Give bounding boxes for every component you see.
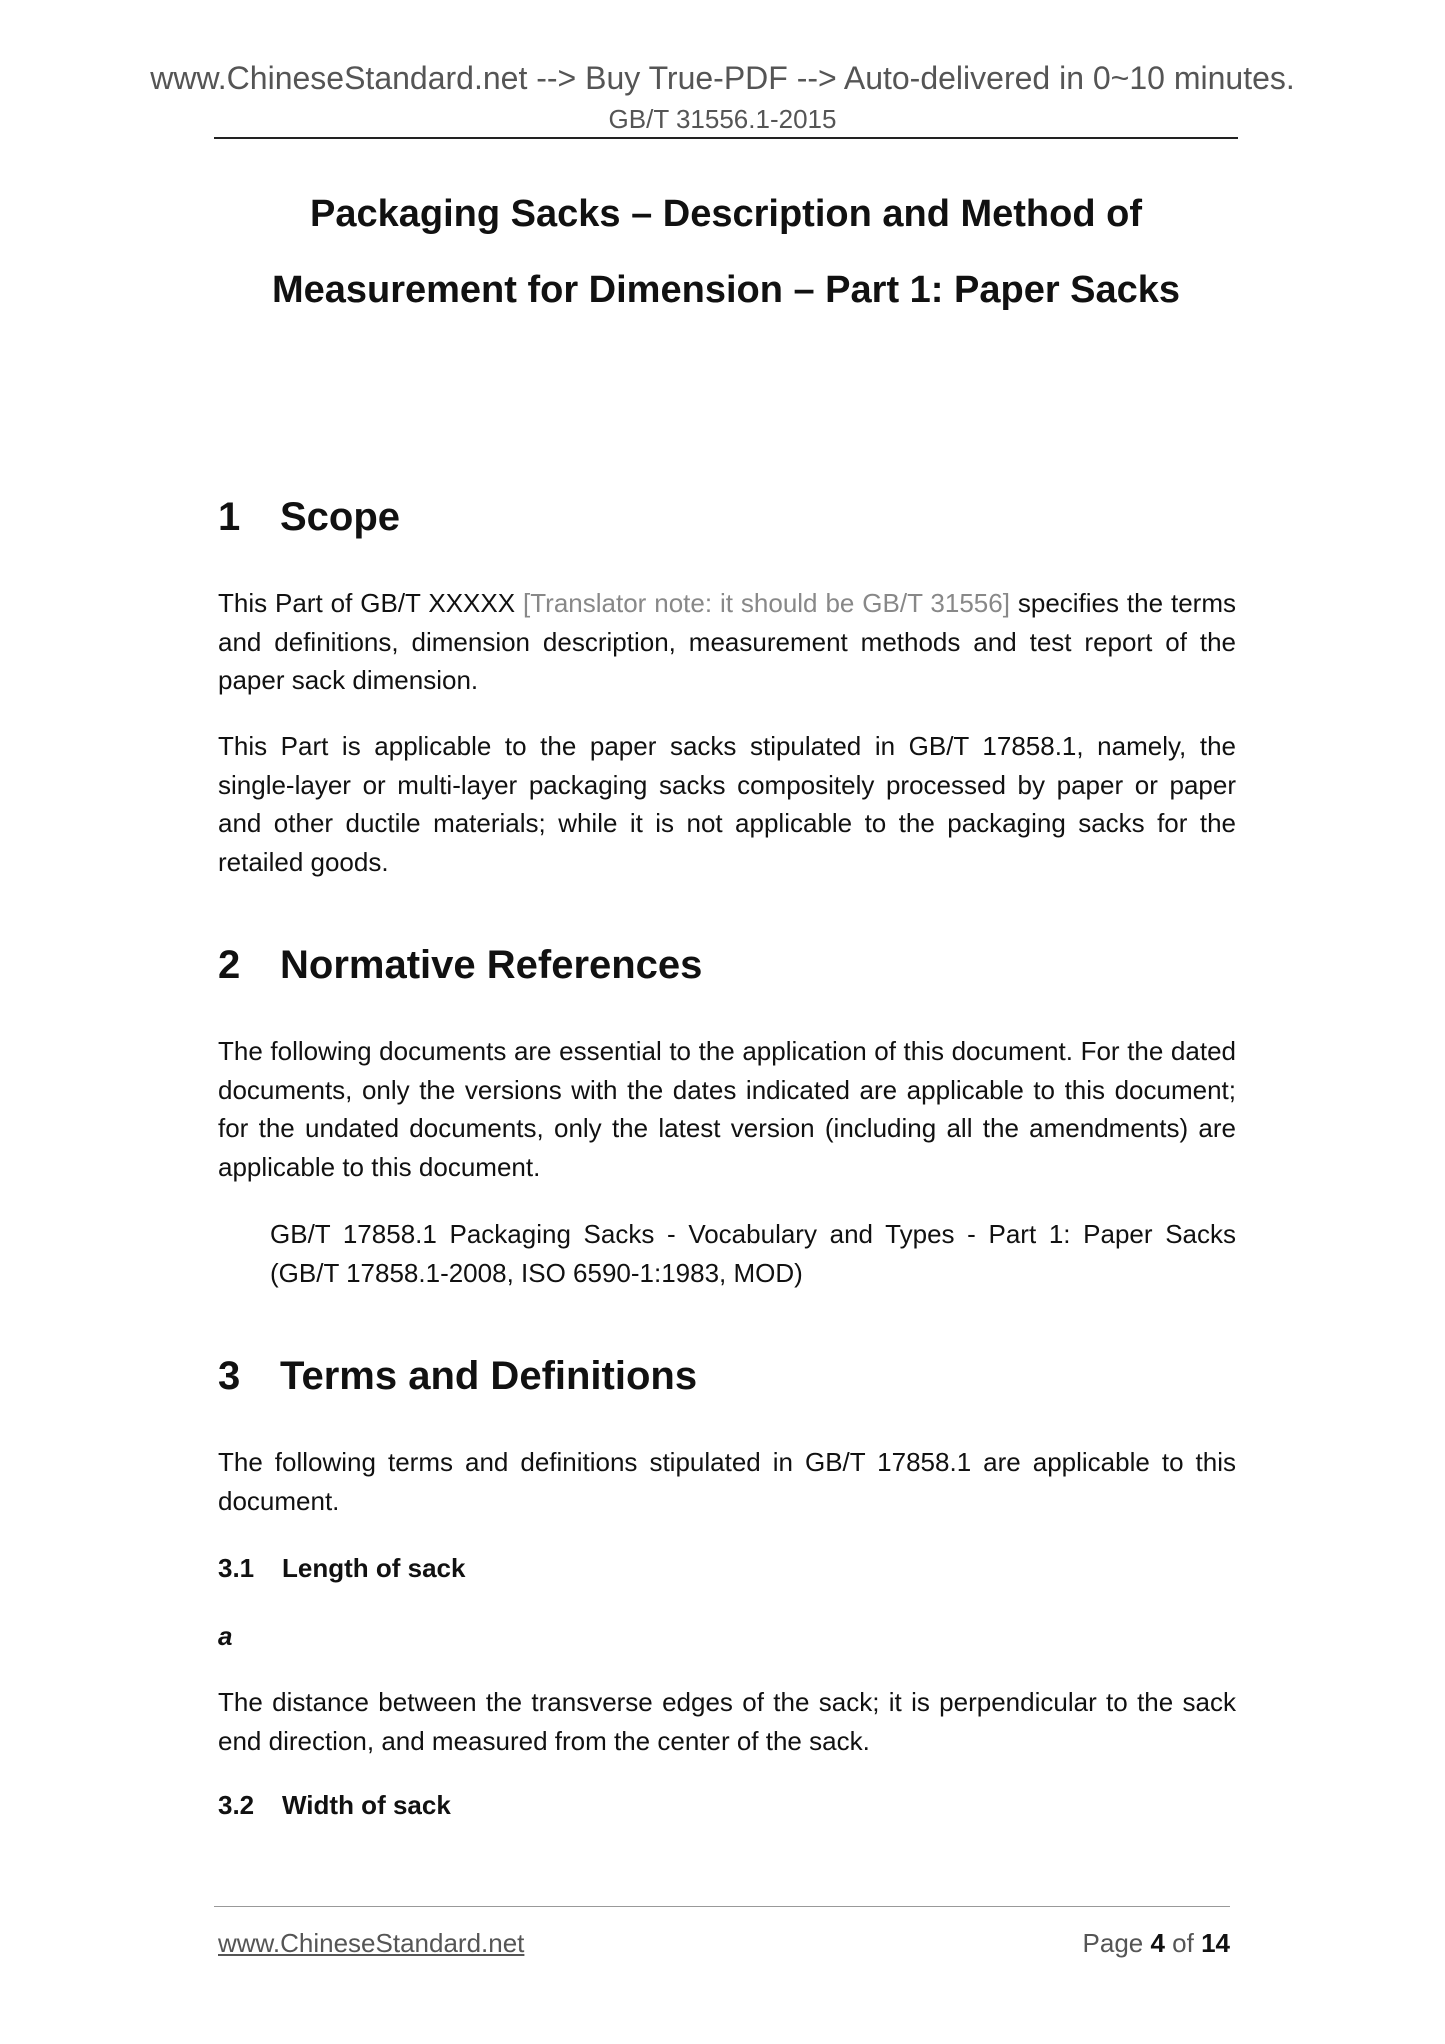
references-paragraph: The following documents are essential to the application of this document. For the dated documents, only the versions with the dates indicated are applicable to this document; for the undated documents, only the latest version (including all the amendments) are applicable to this document.: [218, 1036, 1236, 1182]
section-title: Scope: [280, 495, 401, 539]
section-number: 1: [218, 495, 241, 539]
page-of: of: [1164, 1928, 1202, 1958]
term-label: Length of sack: [282, 1553, 466, 1583]
term-label: Width of sack: [282, 1790, 451, 1820]
footer-divider: [214, 1906, 1230, 1907]
scope-paragraph-2: This Part is applicable to the paper sacks stipulated in GB/T 17858.1, namely, the single-layer or multi-layer packaging sacks compositely processed by paper or paper and other ductile materials; while it is not applicable to the packaging sacks for the retailed goods.: [218, 731, 1236, 877]
section-number: 2: [218, 943, 241, 987]
term-number: 3.1: [218, 1553, 255, 1583]
header-banner[interactable]: www.ChineseStandard.net --> Buy True-PDF --> Auto-delivered in 0~10 minutes.: [150, 60, 1295, 96]
total-pages: 14: [1201, 1928, 1230, 1958]
reference-item: GB/T 17858.1 Packaging Sacks - Vocabulary and Types - Part 1: Paper Sacks (GB/T 17858.1-2008, ISO 6590-1:1983, MOD): [270, 1219, 1236, 1288]
document-title-line-2: Measurement for Dimension – Part 1: Paper Sacks: [271, 269, 1181, 311]
term-3-1-definition: The distance between the transverse edges of the sack; it is perpendicular to the sack end direction, and measured from the center of the sack.: [218, 1687, 1236, 1756]
section-title: Terms and Definitions: [280, 1354, 698, 1398]
section-1-heading: [218, 492, 400, 542]
current-page: 4: [1150, 1928, 1165, 1958]
section-number: 3: [218, 1354, 241, 1398]
standard-code: GB/T 31556.1-2015: [608, 104, 837, 134]
footer-site-link[interactable]: www.ChineseStandard.net: [218, 1928, 525, 1958]
section-2-heading: [218, 940, 702, 990]
scope-text-continued: specifies the terms and definitions, dimension description, measurement methods and test report of the paper sack dimension.: [218, 588, 1237, 695]
section-3-heading: [218, 1351, 697, 1401]
section-title: Normative References: [280, 943, 703, 987]
page-indicator: [1070, 1926, 1230, 1960]
term-symbol: a: [218, 1621, 233, 1651]
scope-text: This Part of GB/T XXXXX: [218, 588, 524, 618]
document-title-line-1: Packaging Sacks – Description and Method of: [310, 193, 1142, 235]
page-prefix: Page: [1082, 1928, 1151, 1958]
term-3-2-heading: [218, 1788, 451, 1822]
scope-paragraph-1: [218, 584, 1236, 700]
term-number: 3.2: [218, 1790, 255, 1820]
term-3-1-heading: [218, 1551, 465, 1585]
header-divider: [214, 137, 1238, 139]
translator-note: [Translator note: it should be GB/T 31556]: [523, 588, 1010, 618]
terms-paragraph: The following terms and definitions stipulated in GB/T 17858.1 are applicable to this document.: [218, 1447, 1236, 1516]
